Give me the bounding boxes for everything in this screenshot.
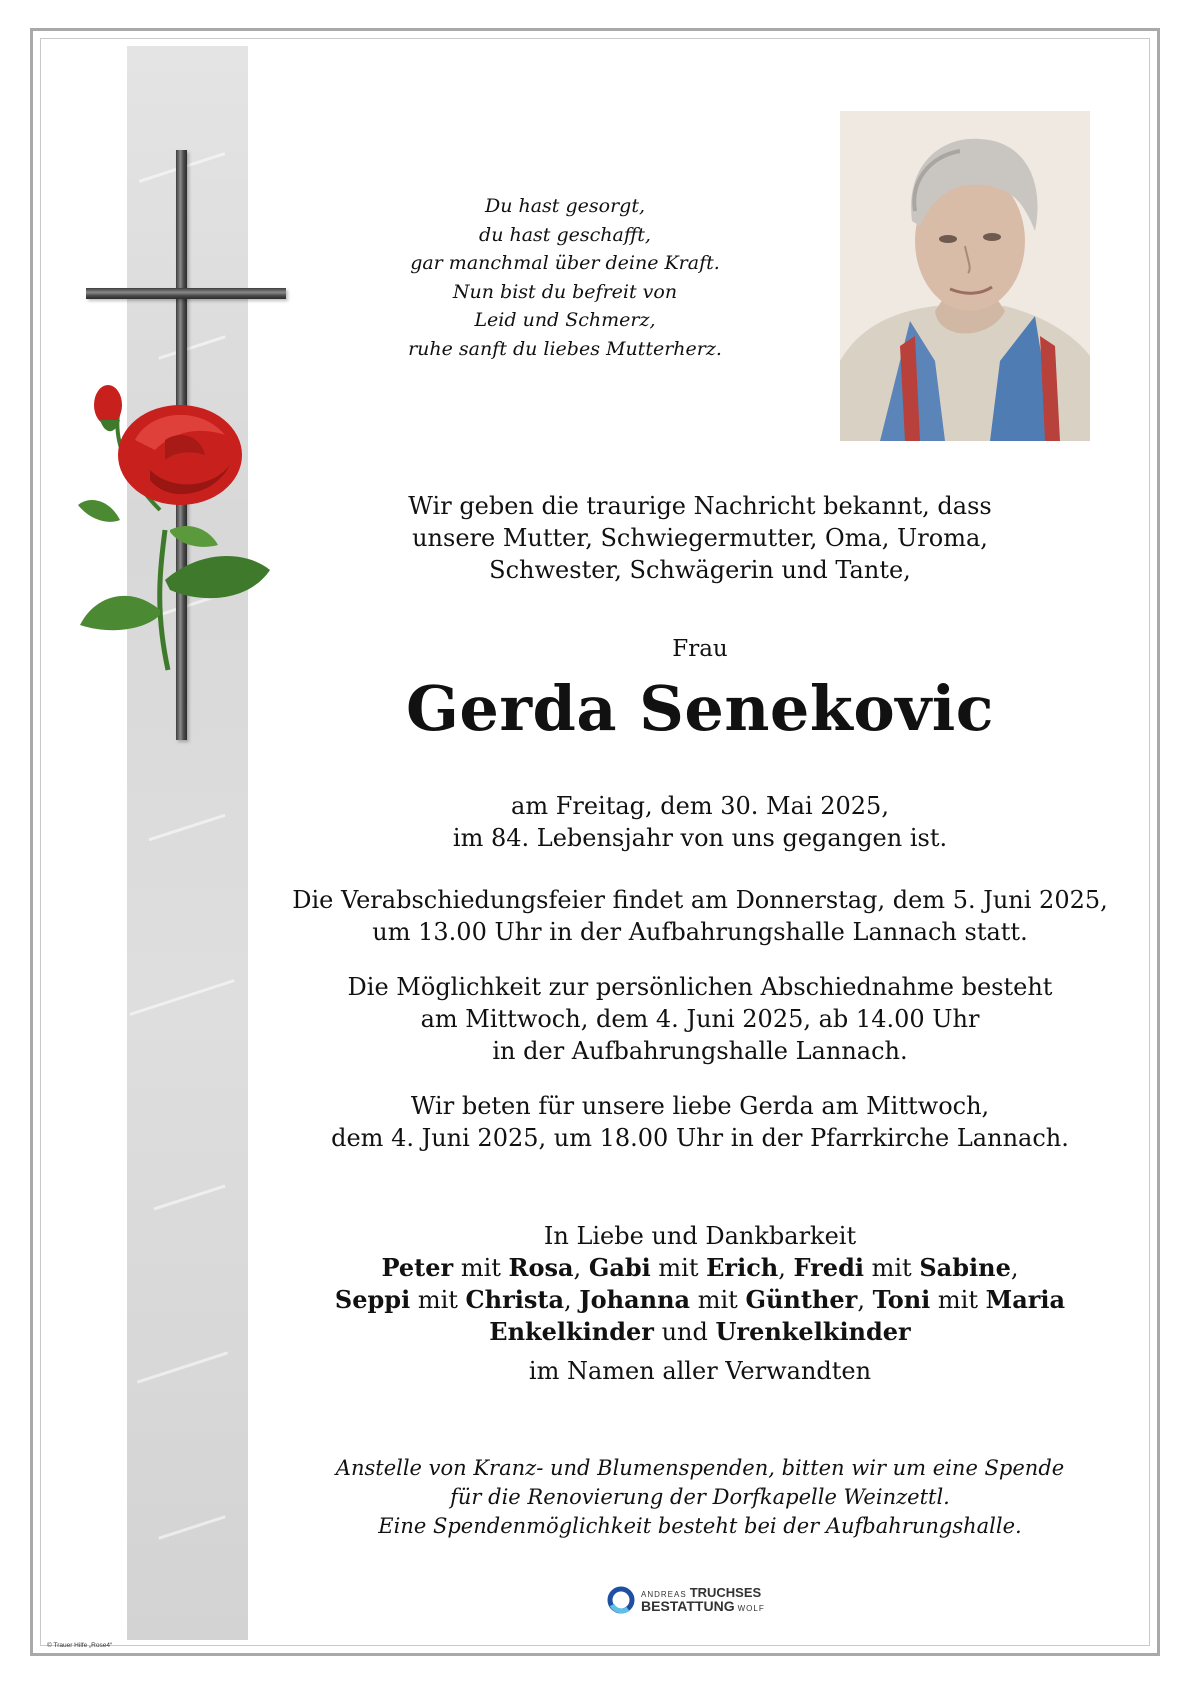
- mourners-row: Peter mit Rosa, Gabi mit Erich, Fredi mit Sabine,: [381, 1253, 1019, 1282]
- death-date: [290, 790, 1110, 854]
- poem-line: gar manchmal über deine Kraft.: [410, 252, 720, 274]
- viewing-line: Die Möglichkeit zur persönlichen Abschiednahme besteht: [347, 973, 1053, 1001]
- funeral-home-logo: ANDREAS TRUCHSES BESTATTUNG WOLF: [606, 1583, 765, 1617]
- salutation: Frau: [672, 636, 728, 662]
- note-line: für die Renovierung der Dorfkapelle Weinzettl.: [450, 1485, 950, 1509]
- viewing-line: am Mittwoch, dem 4. Juni 2025, ab 14.00 Uhr: [420, 1005, 980, 1033]
- death-line: am Freitag, dem 30. Mai 2025,: [511, 792, 889, 820]
- prayer-line: Wir beten für unsere liebe Gerda am Mittwoch,: [410, 1092, 990, 1120]
- intro-line: unsere Mutter, Schwiegermutter, Oma, Uroma,: [412, 524, 988, 552]
- viewing-info: [290, 971, 1110, 1067]
- signature-closing: im Namen aller Verwandten: [528, 1357, 872, 1385]
- note-line: Anstelle von Kranz- und Blumenspenden, bitten wir um eine Spende: [335, 1456, 1065, 1480]
- death-line: im 84. Lebensjahr von uns gegangen ist.: [452, 824, 948, 852]
- poem-line: Du hast gesorgt,: [484, 195, 645, 217]
- mourners-signature: [290, 1220, 1110, 1387]
- poem-line: ruhe sanft du liebes Mutterherz.: [408, 337, 722, 360]
- farewell-line: um 13.00 Uhr in der Aufbahrungshalle Lannach statt.: [372, 918, 1028, 946]
- rose-icon: [60, 380, 290, 680]
- logo-ring-icon: [606, 1585, 636, 1615]
- mourners-row: Enkelkinder und Urenkelkinder: [489, 1317, 911, 1346]
- intro-line: Wir geben die traurige Nachricht bekannt, dass: [408, 492, 992, 520]
- prayer-line: dem 4. Juni 2025, um 18.00 Uhr in der Pfarrkirche Lannach.: [331, 1124, 1069, 1152]
- poem: [380, 192, 750, 363]
- viewing-line: in der Aufbahrungshalle Lannach.: [492, 1037, 908, 1065]
- farewell-line: Die Verabschiedungsfeier findet am Donnerstag, dem 5. Juni 2025,: [292, 886, 1108, 914]
- donation-note: [290, 1454, 1110, 1541]
- farewell-ceremony: [290, 884, 1110, 948]
- cross-bar: [86, 288, 286, 299]
- deceased-name: Gerda Senekovic: [405, 672, 995, 745]
- intro-line: Schwester, Schwägerin und Tante,: [489, 556, 911, 584]
- mourners-row: Seppi mit Christa, Johanna mit Günther, Toni mit Maria: [334, 1285, 1066, 1314]
- decorative-stripe: [127, 46, 248, 1640]
- note-line: Eine Spendenmöglichkeit besteht bei der Aufbahrungshalle.: [378, 1514, 1022, 1538]
- poem-line: du hast geschafft,: [479, 223, 651, 246]
- signature-heading: In Liebe und Dankbarkeit: [543, 1222, 857, 1250]
- copyright-note: © Trauer Hilfe „Rose4“: [47, 1642, 113, 1649]
- portrait-photo: [840, 111, 1090, 441]
- poem-line: Nun bist du befreit von: [452, 280, 678, 303]
- announcement-intro: [290, 490, 1110, 586]
- prayer-info: [290, 1090, 1110, 1154]
- poem-line: Leid und Schmerz,: [474, 309, 656, 331]
